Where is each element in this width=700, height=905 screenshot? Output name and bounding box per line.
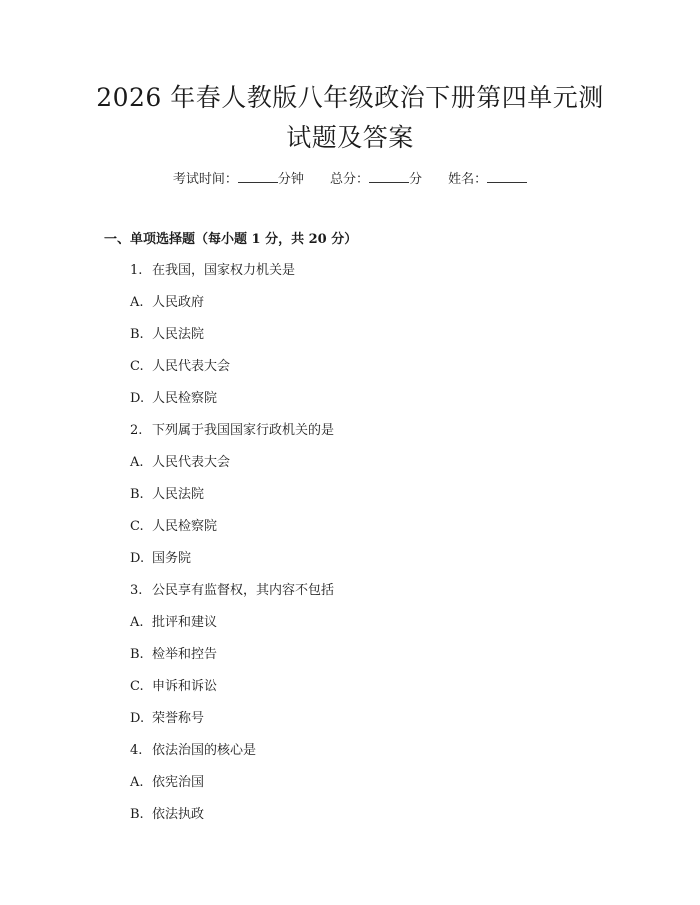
answer-option	[130, 294, 650, 326]
option-text: 依法执政	[152, 807, 205, 822]
answer-option	[130, 774, 650, 806]
page-title	[60, 78, 640, 158]
question-number: 2.	[130, 423, 143, 438]
student-name-blank[interactable]	[487, 170, 527, 183]
exam-info	[0, 170, 700, 189]
option-label: C.	[130, 679, 144, 694]
question-number: 4.	[130, 743, 143, 758]
answer-option	[130, 614, 650, 646]
option-label: D.	[130, 391, 145, 406]
question-list	[130, 262, 650, 838]
option-label: D.	[130, 551, 145, 566]
option-text: 人民代表大会	[152, 455, 231, 470]
option-text: 人民法院	[152, 327, 205, 342]
total-score-blank[interactable]	[369, 170, 409, 183]
title-line-1: 2026 年春人教版八年级政治下册第四单元测	[96, 83, 604, 112]
total-score-field	[330, 170, 422, 189]
question-stem	[130, 262, 650, 294]
option-text: 依宪治国	[152, 775, 205, 790]
exam-time-field	[173, 170, 304, 189]
option-label: C.	[130, 359, 144, 374]
option-text: 检举和控告	[152, 647, 218, 662]
question-text: 依法治国的核心是	[152, 743, 257, 758]
total-score-label: 总分：	[329, 172, 369, 187]
student-name-field	[448, 170, 527, 189]
option-text: 批评和建议	[152, 615, 218, 630]
answer-option	[130, 710, 650, 742]
option-text: 人民法院	[152, 487, 205, 502]
answer-option	[130, 550, 650, 582]
exam-time-blank[interactable]	[238, 170, 278, 183]
option-text: 人民检察院	[152, 519, 218, 534]
option-text: 申诉和诉讼	[152, 679, 218, 694]
question-number: 3.	[130, 583, 143, 598]
answer-option	[130, 806, 650, 838]
option-text: 人民政府	[152, 295, 205, 310]
question-stem	[130, 742, 650, 774]
total-score-unit: 分	[409, 172, 423, 187]
question-stem	[130, 422, 650, 454]
exam-time-label: 考试时间：	[172, 172, 238, 187]
answer-option	[130, 678, 650, 710]
option-label: C.	[130, 519, 144, 534]
answer-option	[130, 454, 650, 486]
option-label: A.	[130, 615, 144, 630]
option-label: A.	[130, 455, 144, 470]
question-text: 在我国，国家权力机关是	[152, 263, 296, 278]
option-label: A.	[130, 295, 144, 310]
option-text: 国务院	[152, 551, 192, 566]
option-label: B.	[130, 487, 144, 502]
option-label: A.	[130, 775, 144, 790]
exam-time-unit: 分钟	[277, 172, 304, 187]
answer-option	[130, 486, 650, 518]
question-text: 下列属于我国国家行政机关的是	[152, 423, 335, 438]
option-label: B.	[130, 327, 144, 342]
student-name-label: 姓名：	[448, 172, 488, 187]
answer-option	[130, 390, 650, 422]
question-number: 1.	[130, 263, 143, 278]
answer-option	[130, 646, 650, 678]
title-line-2: 试题及答案	[286, 123, 414, 152]
option-label: B.	[130, 807, 144, 822]
option-text: 人民代表大会	[152, 359, 231, 374]
option-text: 人民检察院	[152, 391, 218, 406]
option-label: D.	[130, 711, 145, 726]
question-text: 公民享有监督权，其内容不包括	[152, 583, 335, 598]
option-text: 荣誉称号	[152, 711, 205, 726]
answer-option	[130, 358, 650, 390]
answer-option	[130, 326, 650, 358]
answer-option	[130, 518, 650, 550]
section-heading: 一、单项选择题（每小题 1 分，共 20 分）	[104, 232, 358, 247]
option-label: B.	[130, 647, 144, 662]
question-stem	[130, 582, 650, 614]
